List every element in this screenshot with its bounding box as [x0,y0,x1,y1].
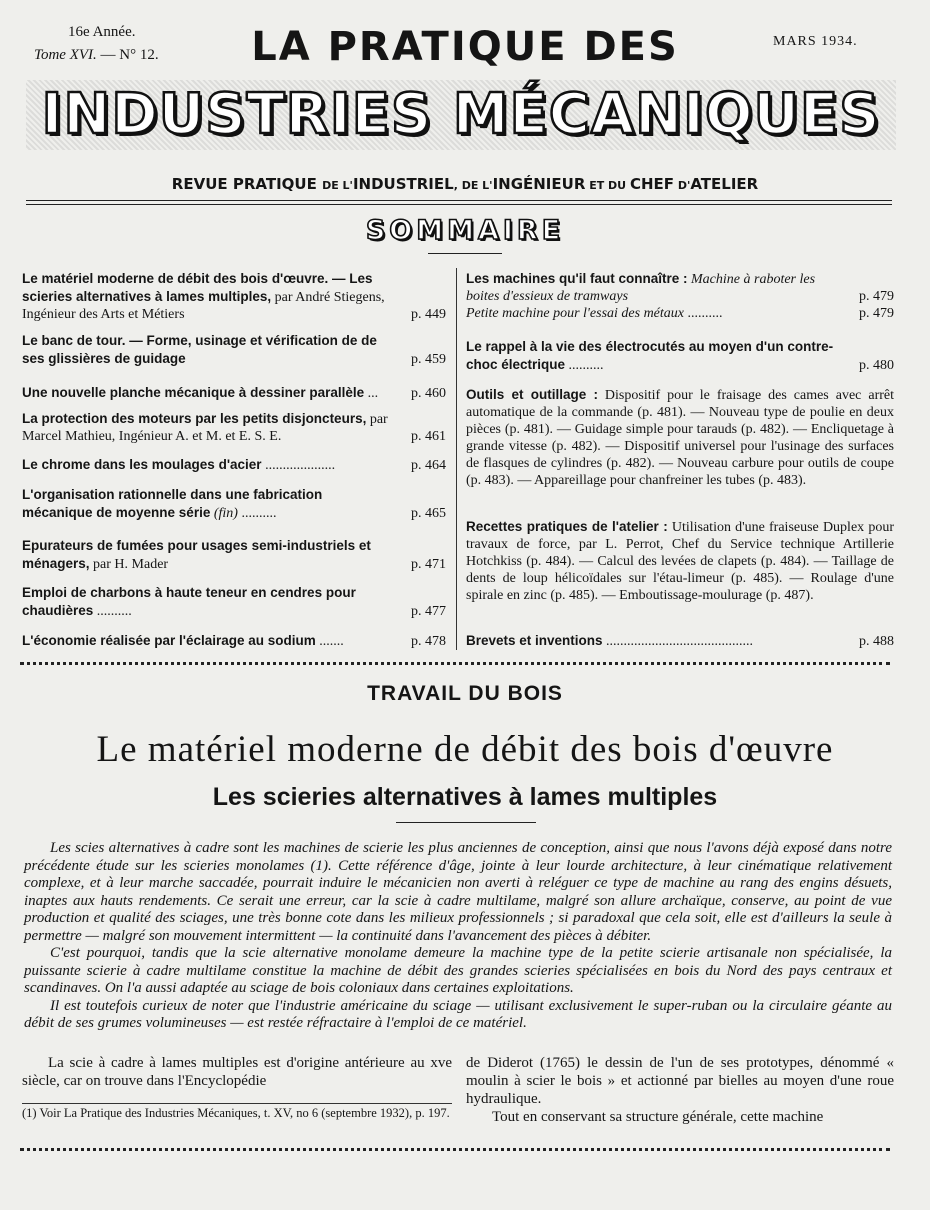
toc-detail: Dispositif pour le fraisage des cames avec arrêt automatique de la commande (p. 481). — Nouveau type de poulie en deux pièces (p. 481). — Guidage simple pour tarauds (p. 482). — Encliquetage à grande vitesse (p. 482). — Dispositif universel pour l'usinage des surfaces de flasques de cylindres (p. 482). — Nouveau carbure pour outils de coupe (p. 483). — Appareillage pour chanfreiner les tubes (p. 483). [466,388,894,488]
article-subtitle: Les scieries alternatives à lames multiples [212,783,718,811]
toc-title: Epurateurs de fumées pour usages semi-industriels et ménagers, [22,538,371,571]
toc-page: p. 479 [859,289,894,304]
toc-left-item[interactable]: Une nouvelle planche mécanique à dessiner parallèle ... p. 460 [22,385,446,401]
body-paragraph: de Diderot (1765) le dessin de l'un de ses prototypes, dénommé « moulin à scier le bois » et actionné par bielles au moyen d'une roue hydraulique. [466,1055,894,1107]
footnote: (1) Voir La Pratique des Industries Mécaniques, t. XV, no 6 (septembre 1932), p. 197. [22,1103,452,1121]
toc-left-item[interactable]: L'économie réalisée par l'éclairage au sodium ....... p. 478 [22,633,446,649]
toc-title: Le banc de tour. — Forme, usinage et vérification de de ses glissières de guidage [22,333,377,366]
toc-title: L'économie réalisée par l'éclairage au sodium [22,633,316,648]
toc-page: p. 461 [411,429,446,444]
toc-title: Le rappel à la vie des électrocutés au moyen d'un contre-choc électrique [466,339,834,372]
toc-right-item[interactable]: Le rappel à la vie des électrocutés au moyen d'un contre-choc électrique .......... p. 480 [466,339,894,373]
toc-right-item[interactable]: Brevets et inventions .......................................... p. 488 [466,633,894,649]
toc-right-item[interactable] [466,386,894,489]
toc-detail: Utilisation d'une fraiseuse Duplex pour travaux de force, par L. Perrot, Chef du Service technique Artillerie Hotchkiss (p. 484). — Calcul des levées de clapets (p. 484). — Taillage de dents de loup hélicoïdales sur l'étau-limeur (p. 485). — Roulage d'une spirale en zinc (p. 485). — Emboutissage-moulurage (p. 487). [466,520,894,603]
body-column-left [22,1054,452,1090]
subtitle-part: CHEF [629,175,675,193]
issue-date: MARS 1934. [773,34,858,49]
sommaire-heading: SOMMAIRE [365,215,565,246]
tome-label: Tome XVI. [34,47,97,63]
title-underline [396,822,536,823]
intro-paragraph: Il est toutefois curieux de noter que l'industrie américaine du sciage — utilisant exclusivement le super-ruban ou la circulaire géante au débit de ses grumes volumineuses — est restée réfractaire à l'emploi de ce matériel. [24,997,892,1031]
toc-left-item[interactable] [22,410,446,445]
intro-paragraph: C'est pourquoi, tandis que la scie alternative monolame demeure la machine type de la petite scierie artisanale non spécialisée, la puissante scierie à cadre multilame constitue la machine de débit des grandes scieries spécialisées en bois du Nord des pays centraux et scandinaves. On l'a aussi adaptée au sciage de bois coloniaux dans certaines exploitations. [24,945,892,996]
toc-detail: par Marcel Mathieu, Ingénieur A. et M. et E. S. E. [22,412,388,444]
toc-left-item[interactable]: L'organisation rationnelle dans une fabrication mécanique de moyenne série (fin) .......... p. 465 [22,487,446,521]
toc-left-item[interactable]: Le chrome dans les moulages d'acier .................... p. 464 [22,457,446,473]
toc-column-divider [456,268,457,650]
toc-page: p. 478 [411,634,446,649]
toc-detail: par H. Mader [89,557,169,572]
subtitle-part: D' [674,179,691,192]
year-label: 16e Année. [68,24,136,40]
toc-title: La protection des moteurs par les petits disjoncteurs, [22,411,367,426]
subtitle-part: REVUE PRATIQUE [171,175,317,193]
toc-title: Brevets et inventions [466,633,603,648]
sommaire-underline [428,253,502,254]
toc-page: p. 480 [859,358,894,373]
subtitle-part: , DE L' [453,179,493,192]
toc-page: p. 471 [411,557,446,572]
toc-right-item[interactable]: Petite machine pour l'essai des métaux .......... p. 479 [466,306,894,321]
toc-title: Emploi de charbons à haute teneur en cendres pour chaudières [22,585,356,618]
toc-title: Le chrome dans les moulages d'acier [22,457,262,472]
toc-left-item[interactable] [22,270,446,323]
subtitle-part: ET DU [585,179,630,192]
toc-detail: Machine à raboter les boites d'essieux de tramways [466,272,816,304]
toc-right-item[interactable] [466,270,894,305]
toc-page: p. 477 [411,604,446,619]
toc-title: Le matériel moderne de débit des bois d'œuvre. — Les scieries alternatives à lames multiples, [22,271,373,304]
toc-page: p. 479 [859,306,894,321]
toc-title: L'organisation rationnelle dans une fabrication mécanique de moyenne série [22,487,323,520]
body-paragraph: Tout en conservant sa structure générale, cette machine [492,1109,824,1125]
article-intro [24,840,892,1033]
toc-title: Les machines qu'il faut connaître : [466,271,688,286]
subtitle-part: ATELIER [690,175,759,193]
toc-page: p. 460 [411,386,446,401]
body-column-right [466,1054,894,1126]
page-bottom-separator [20,1148,890,1154]
toc-page: p. 464 [411,458,446,473]
intro-paragraph: Les scies alternatives à cadre sont les machines de scierie les plus anciennes de conception, ainsi que nous l'avons déjà exposé dans notre précédente étude sur les scieries monolames (1). Cette référence d'âge, jointe à leur lourde architecture, à leur cinématique relativement complexe, et à leur marche saccadée, pourrait induire le mécanicien non averti à reléguer ce type de machine au rang des engins désuets, inaptes aux hauts rendements. Ce serait une erreur, car la scie à cadre multilame, malgré son allure archaïque, conserve, au point de vue production et qualité des sciages, une très bonne cote dans les milieux professionnels ; si paradoxal que cela soit, elle est d'ailleurs la seule à permettre — malgré son mouvement intermittent — la continuité dans l'avancement des pièces à débiter. [24,840,892,944]
toc-detail: par André Stiegens, Ingénieur des Arts et Métiers [22,290,385,322]
toc-page: p. 488 [859,634,894,649]
subtitle-part: DE L' [322,179,353,192]
issue-number: — N° 12. [100,47,159,63]
toc-page: p. 459 [411,352,446,367]
article-title: Le matériel moderne de débit des bois d'œuvre [96,729,834,770]
subtitle-part: INGÉNIEUR [492,175,586,193]
toc-left-item[interactable] [22,332,446,368]
body-paragraph: La scie à cadre à lames multiples est d'origine antérieure au xve siècle, car on trouve dans l'Encyclopédie [22,1055,452,1089]
toc-page: p. 465 [411,506,446,521]
section-separator [20,662,890,668]
masthead-kicker: LA PRATIQUE DES [251,24,679,70]
subtitle-part: INDUSTRIEL [352,175,454,193]
section-heading: TRAVAIL DU BOIS [367,682,563,705]
header-rule [26,200,892,201]
toc-title: Une nouvelle planche mécanique à dessiner parallèle [22,385,365,400]
toc-detail: Petite machine pour l'essai des métaux [466,306,684,321]
masthead-title: INDUSTRIES MÉCANIQUES [26,80,896,150]
header-rule [26,204,892,205]
toc-right-item[interactable] [466,518,894,604]
toc-title: Outils et outillage : [466,387,598,402]
toc-title: Recettes pratiques de l'atelier : [466,519,668,534]
toc-page: p. 449 [411,307,446,322]
toc-left-item[interactable] [22,537,446,573]
toc-left-item[interactable]: Emploi de charbons à haute teneur en cendres pour chaudières .......... p. 477 [22,585,446,619]
toc-detail: (fin) [210,506,238,521]
masthead-subtitle [0,175,930,193]
